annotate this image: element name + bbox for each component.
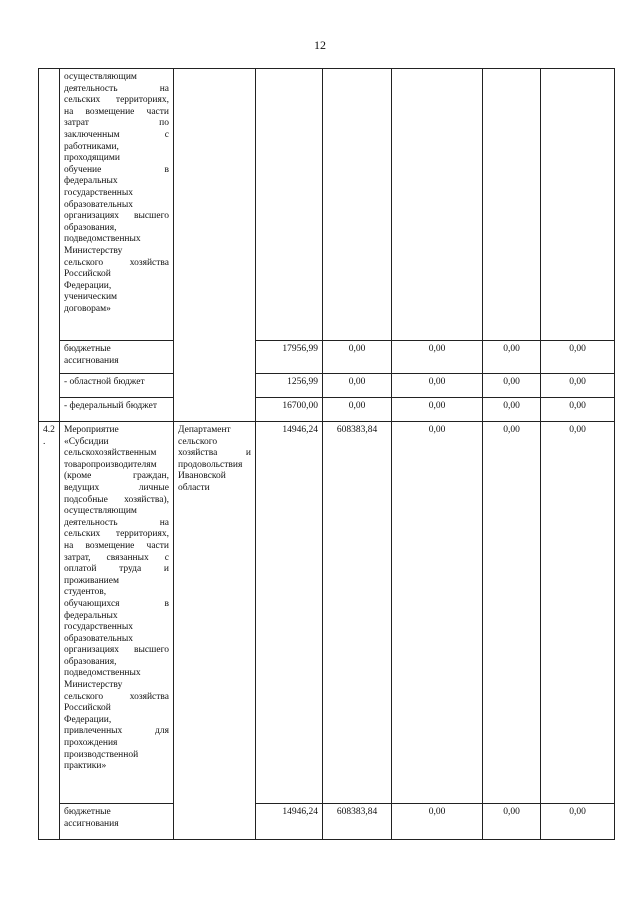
page-number: 12 (314, 38, 326, 52)
value-cell: 0,00 (392, 374, 483, 398)
value-cell: 0,00 (483, 398, 541, 422)
value-cell: 16700,00 (256, 398, 323, 422)
value-cell: 608383,84 (323, 804, 392, 840)
value-cell: 0,00 (483, 341, 541, 374)
value-cell: 0,00 (541, 374, 615, 398)
value-cell: 14946,24 (256, 422, 323, 804)
table-cell (392, 69, 483, 341)
table-row (39, 422, 615, 804)
value-cell: 0,00 (392, 398, 483, 422)
table-row (39, 804, 615, 840)
row-label: бюджетные ассигнования (60, 804, 174, 840)
executor-cell (174, 69, 256, 422)
value-cell: 608383,84 (323, 422, 392, 804)
value-cell: 0,00 (483, 374, 541, 398)
continuation-description: осуществляющим деятельность на сельских территориях, на возмещение части затрат по заключенным с работниками, проходящими обучение в федеральных государственных образовательных организациях высшего образования, подведомственных Министерству сельского хозяйства Российской Федерации, ученическим договорам» (60, 69, 174, 341)
value-cell: 0,00 (323, 341, 392, 374)
item-description: Мероприятие «Субсидии сельскохозяйственным товаропроизводителям (кроме граждан, ведущих личные подсобные хозяйства), осуществляющим деятельность на сельских территориях, на возмещение части затрат, связанных с оплатой труда и проживанием студентов, обучающихся в федеральных государственных образовательных организациях высшего образования, подведомственных Министерству сельского хозяйства Российской Федерации, привлеченных для прохождения производственной практики» (60, 422, 174, 804)
table-cell (323, 69, 392, 341)
table-row (39, 341, 615, 374)
row-label: - областной бюджет (60, 374, 174, 398)
value-cell: 0,00 (541, 804, 615, 840)
value-cell: 0,00 (392, 422, 483, 804)
value-cell: 0,00 (392, 804, 483, 840)
value-cell: 0,00 (323, 398, 392, 422)
value-cell: 14946,24 (256, 804, 323, 840)
table-cell (541, 69, 615, 341)
table-row (39, 374, 615, 398)
row-label: бюджетные ассигнования (60, 341, 174, 374)
value-cell: 0,00 (392, 341, 483, 374)
table-row (39, 398, 615, 422)
table-cell (256, 69, 323, 341)
value-cell: 0,00 (323, 374, 392, 398)
index-cell (39, 69, 60, 422)
value-cell: 0,00 (541, 398, 615, 422)
value-cell: 0,00 (483, 804, 541, 840)
value-cell: 0,00 (483, 422, 541, 804)
item-number: 4.2. (39, 422, 60, 840)
value-cell: 0,00 (541, 341, 615, 374)
budget-table (38, 68, 615, 840)
value-cell: 0,00 (541, 422, 615, 804)
value-cell: 1256,99 (256, 374, 323, 398)
table-cell (483, 69, 541, 341)
row-label: - федеральный бюджет (60, 398, 174, 422)
value-cell: 17956,99 (256, 341, 323, 374)
table-row (39, 69, 615, 341)
item-executor: Департамент сельского хозяйства и продовольствия Ивановской области (174, 422, 256, 840)
